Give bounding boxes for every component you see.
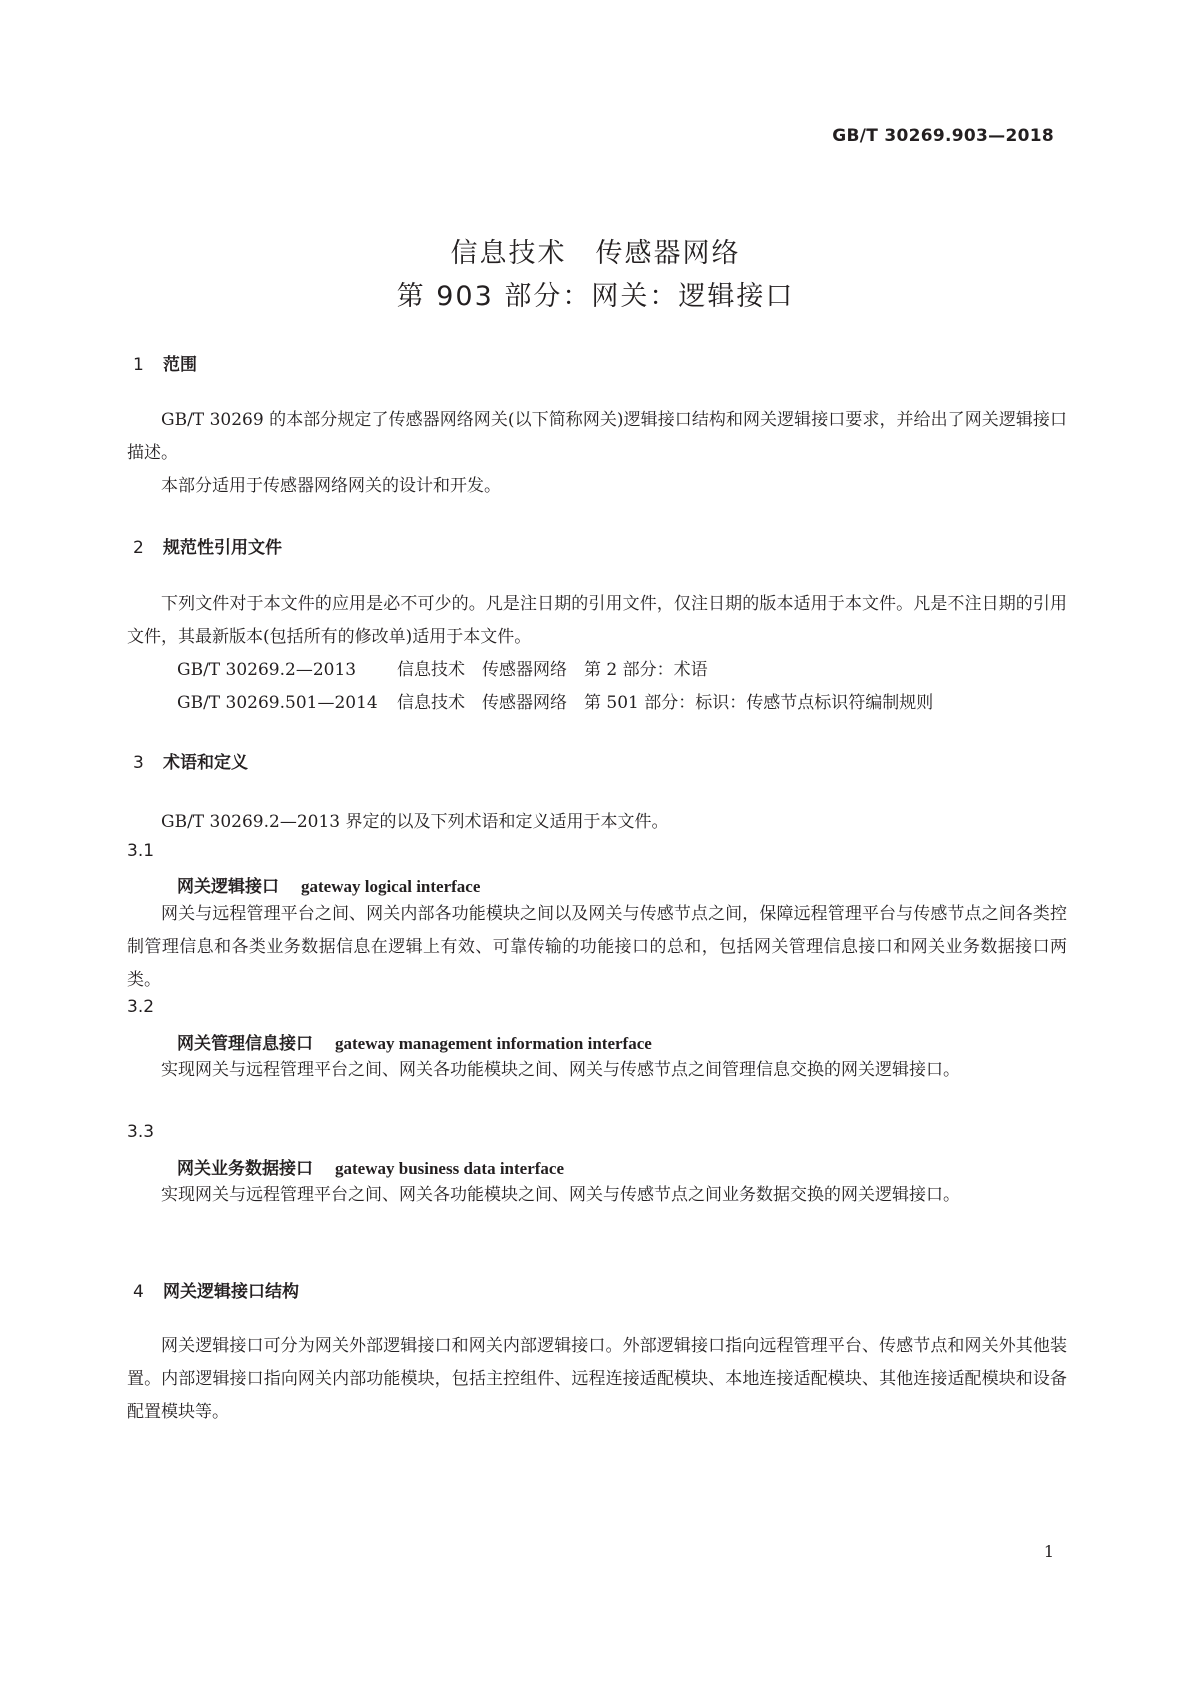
term-definition: 实现网关与远程管理平台之间、网关各功能模块之间、网关与传感节点之间业务数据交换的网关逻辑接口。	[161, 1185, 960, 1205]
section-2-paragraph-1: 下列文件对于本文件的应用是必不可少的。凡是注日期的引用文件，仅注日期的版本适用于本文件。凡是不注日期的引用文件，其最新版本(包括所有的修改单)适用于本文件。	[127, 594, 1067, 647]
section-title: 规范性引用文件	[163, 538, 282, 558]
section-3-heading	[133, 748, 248, 773]
document-title-line1: 信息技术 传感器网络	[450, 238, 741, 269]
section-number: 3	[133, 753, 144, 773]
term-chinese: 网关逻辑接口	[177, 877, 279, 897]
section-number: 1	[133, 355, 144, 375]
section-4-heading	[133, 1277, 299, 1302]
term-heading	[177, 1154, 564, 1179]
section-1-paragraph-2: 本部分适用于传感器网络网关的设计和开发。	[161, 476, 501, 496]
section-title: 术语和定义	[163, 753, 248, 773]
term-english: gateway management information interface	[335, 1034, 652, 1053]
section-number: 2	[133, 538, 144, 558]
reference-title: 信息技术 传感器网络 第 2 部分：术语	[397, 660, 708, 680]
standard-code: GB/T 30269.903—2018	[832, 126, 1054, 146]
section-4-paragraph-1: 网关逻辑接口可分为网关外部逻辑接口和网关内部逻辑接口。外部逻辑接口指向远程管理平台、传感节点和网关外其他装置。内部逻辑接口指向网关内部功能模块，包括主控组件、远程连接适配模块、本地连接适配模块、其他连接适配模块和设备配置模块等。	[127, 1336, 1067, 1422]
reference-code: GB/T 30269.2—2013	[177, 660, 357, 680]
reference-title: 信息技术 传感器网络 第 501 部分：标识：传感节点标识符编制规则	[397, 693, 934, 713]
term-english: gateway business data interface	[335, 1159, 565, 1178]
section-1-paragraph-1: GB/T 30269 的本部分规定了传感器网络网关(以下简称网关)逻辑接口结构和网关逻辑接口要求，并给出了网关逻辑接口描述。	[127, 410, 1067, 463]
document-title-line2: 第 903 部分：网关：逻辑接口	[396, 281, 795, 312]
section-3-intro: GB/T 30269.2—2013 界定的以及下列术语和定义适用于本文件。	[161, 812, 669, 832]
term-definition: 实现网关与远程管理平台之间、网关各功能模块之间、网关与传感节点之间管理信息交换的网关逻辑接口。	[161, 1060, 960, 1080]
page-number: 1	[1043, 1542, 1054, 1561]
reference-code: GB/T 30269.501—2014	[177, 693, 378, 713]
term-clause-number: 3.3	[127, 1122, 155, 1142]
section-number: 4	[133, 1282, 144, 1302]
normative-reference	[177, 688, 933, 713]
section-title: 范围	[163, 355, 197, 375]
term-clause-number: 3.2	[127, 997, 155, 1017]
term-clause-number: 3.1	[127, 841, 155, 861]
section-2-heading	[133, 533, 282, 558]
term-heading	[177, 1029, 652, 1054]
section-title: 网关逻辑接口结构	[163, 1282, 299, 1302]
term-english: gateway logical interface	[301, 877, 481, 896]
section-1-heading	[133, 350, 197, 375]
normative-reference	[177, 655, 708, 680]
term-chinese: 网关管理信息接口	[177, 1034, 313, 1054]
term-chinese: 网关业务数据接口	[177, 1159, 313, 1179]
term-heading	[177, 872, 480, 897]
term-definition: 网关与远程管理平台之间、网关内部各功能模块之间以及网关与传感节点之间，保障远程管理平台与传感节点之间各类控制管理信息和各类业务数据信息在逻辑上有效、可靠传输的功能接口的总和，包括网关管理信息接口和网关业务数据接口两类。	[127, 904, 1067, 990]
